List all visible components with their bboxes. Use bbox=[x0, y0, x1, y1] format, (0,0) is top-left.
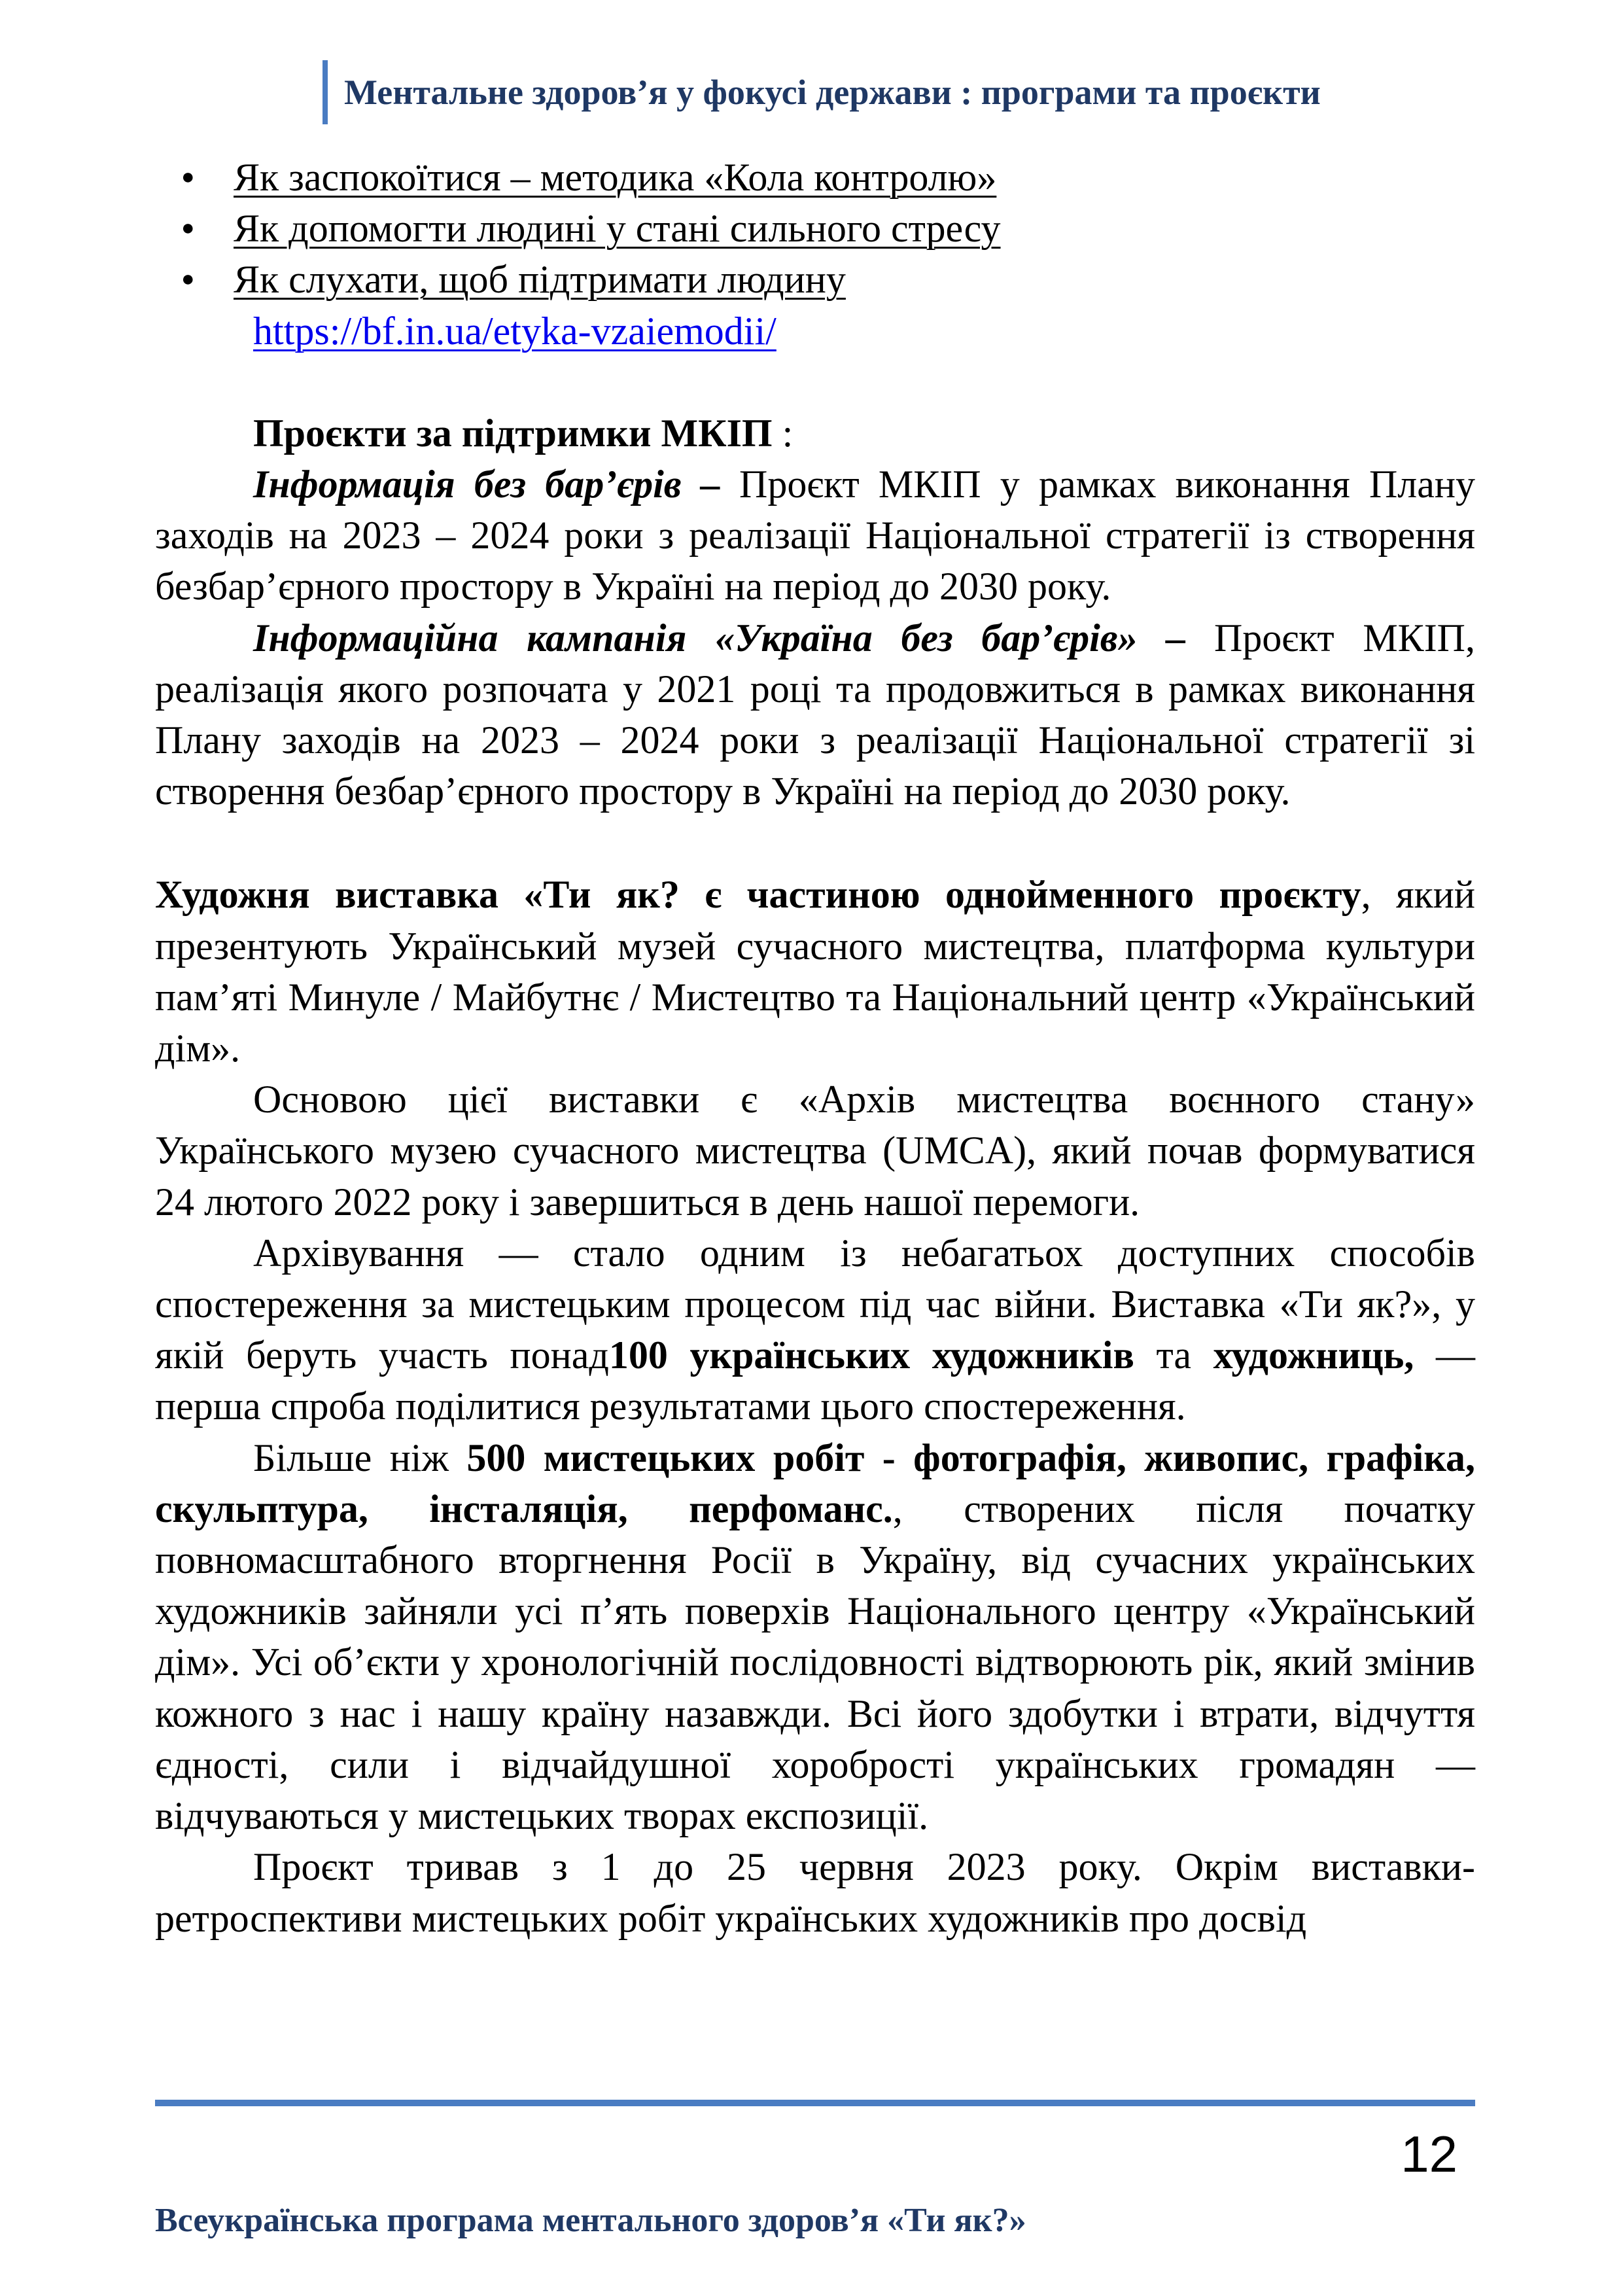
text-run: — перша спроба поділитися результатами цього спостереження. bbox=[155, 1333, 1476, 1428]
projects-heading-tail: : bbox=[772, 411, 794, 455]
running-footer: Всеукраїнська програма ментального здоров’я «Ти як?» bbox=[155, 2202, 1026, 2239]
list-item bbox=[155, 254, 1475, 305]
exhibition-paragraph: Основою цієї виставки є «Архів мистецтва воєнного стану» Українського музею сучасного мистецтва (UMCA), який почав формуватися 24 лютого 2022 року і завершиться в день нашої перемоги. bbox=[155, 1078, 1475, 1224]
list-item bbox=[155, 152, 1475, 203]
bold-text-run: художниць, bbox=[1213, 1333, 1414, 1377]
resource-link-list bbox=[155, 152, 1475, 306]
projects-heading-text: Проєкти за підтримки МКІП bbox=[253, 411, 773, 455]
project-paragraph bbox=[155, 612, 1475, 817]
bullet-icon: ● bbox=[181, 165, 195, 189]
exhibition-paragraph: Проєкт тривав з 1 до 25 червня 2023 року. Окрім виставки-ретроспективи мистецьких робіт українських художників про досвід bbox=[155, 1845, 1475, 1940]
project-paragraph bbox=[155, 459, 1475, 612]
text-run: та bbox=[1134, 1333, 1213, 1377]
text-run: , створених після початку повномасштабного вторгнення Росії в Україну, від сучасних українських художників зайняли усі п’ять поверхів Національного центру «Український дім». Усі об’єкти у хронологічній послідовності відтворюють рік, який змінив кожного з нас і нашу країну назавжди. Всі його здобутки і втрати, відчуття єдності, сили і відчайдушної хоробрості українських громадян — відчуваються у мистецьких творах експозиції. bbox=[155, 1487, 1475, 1838]
text-run: Більше ніж bbox=[253, 1436, 467, 1479]
resource-link[interactable]: Як слухати, щоб підтримати людину bbox=[234, 258, 846, 302]
exhibition-paragraph bbox=[155, 1432, 1475, 1842]
header-title: Ментальне здоров’я у фокусі держави : програми та проєкти bbox=[344, 73, 1321, 112]
project-description: Проєкт МКІП у рамках виконання Плану заходів на 2023 – 2024 роки з реалізації Національної стратегії із створення безбар’єрного простору в Україні на період до 2030 року. bbox=[155, 463, 1475, 609]
url-link[interactable]: https://bf.in.ua/etyka-vzaiemodii/ bbox=[253, 309, 777, 353]
text-run: Архівування — стало одним із небагатьох доступних способів спостереження за мистецьким процесом під час війни. Виставка «Ти як?», у якій беруть участь понад bbox=[155, 1231, 1475, 1377]
url-line bbox=[155, 306, 1475, 357]
exhibition-intro: , який презентують Український музей сучасного мистецтва, платформа культури пам’яті Минуле / Майбутнє / Мистецтво та Національний центр «Український дім». bbox=[155, 873, 1475, 1070]
spacer bbox=[155, 817, 1475, 869]
exhibition-title: Художня виставка «Ти як? є частиною однойменного проєкту bbox=[155, 873, 1361, 917]
bullet-icon: ● bbox=[181, 216, 195, 241]
list-item bbox=[155, 203, 1475, 254]
footer-divider bbox=[155, 2100, 1475, 2106]
projects-heading bbox=[155, 408, 1475, 459]
bold-text-run: 500 мистецьких робіт - фотографія, живопис, графіка, скульптура, інсталяція, перфоманс. bbox=[155, 1436, 1475, 1530]
spacer bbox=[155, 357, 1475, 408]
page-number: 12 bbox=[1401, 2125, 1457, 2183]
bold-text-run: 100 українських художників bbox=[608, 1333, 1134, 1377]
running-header bbox=[323, 60, 1321, 124]
resource-link[interactable]: Як заспокоїтися – методика «Кола контролю» bbox=[234, 156, 997, 199]
page-body bbox=[155, 152, 1475, 1944]
project-description: Проєкт МКІП, реалізація якого розпочата у 2021 році та продовжиться в рамках виконання Плану заходів на 2023 – 2024 роки з реалізації Національної стратегії зі створення безбар’єрного простору в Україні на період до 2030 року. bbox=[155, 616, 1476, 813]
exhibition-paragraph bbox=[155, 1227, 1475, 1432]
resource-link[interactable]: Як допомогти людині у стані сильного стресу bbox=[234, 207, 1001, 251]
bullet-icon: ● bbox=[181, 267, 195, 292]
exhibition-paragraph bbox=[155, 869, 1475, 1074]
project-title: Інформаційна кампанія «Україна без бар’єрів» – bbox=[253, 616, 1186, 660]
project-title: Інформація без бар’єрів – bbox=[253, 463, 720, 506]
